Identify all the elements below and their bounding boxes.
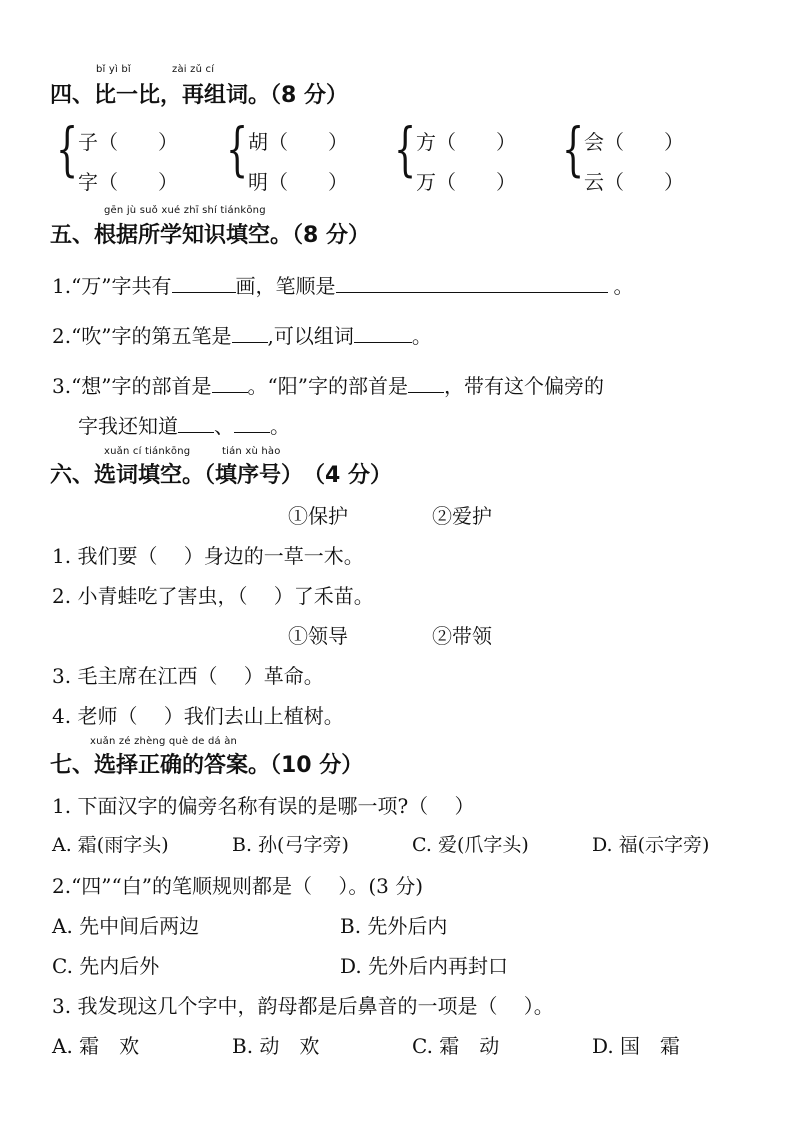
- pair-close: ）: [158, 130, 178, 154]
- pair-top: 方（: [416, 130, 456, 154]
- pair-bottom: 云（: [584, 170, 624, 194]
- question-5-3: [52, 370, 604, 399]
- section-7-title: 七、选择正确的答案。（10 分）: [50, 753, 364, 778]
- answer-option[interactable]: A. 霜 欢: [52, 1034, 140, 1058]
- option-word: ②爱护: [432, 504, 492, 528]
- question-text: 。: [270, 414, 290, 438]
- answer-blank[interactable]: [354, 324, 412, 343]
- question-text: 2.“吹”字的第五笔是: [52, 324, 232, 348]
- answer-option[interactable]: B. 孙(弓字旁): [232, 834, 349, 856]
- answer-option[interactable]: D. 国 霜: [592, 1034, 681, 1058]
- answer-option[interactable]: C. 爱(爪字头): [412, 834, 529, 856]
- option-word: ②带领: [432, 624, 492, 648]
- question-7-2: 2.“四”“白”的笔顺规则都是（ ）。(3 分): [52, 874, 424, 898]
- answer-option[interactable]: D. 先外后内再封口: [340, 954, 509, 978]
- pair-bottom: 字（: [78, 170, 118, 194]
- pair-close: ）: [664, 170, 684, 194]
- answer-blank[interactable]: [178, 414, 214, 433]
- answer-blank[interactable]: [336, 274, 608, 293]
- pinyin-annotation: xuǎn zé zhèng què de dá àn: [90, 736, 238, 747]
- answer-blank[interactable]: [212, 374, 248, 393]
- answer-blank[interactable]: [232, 324, 268, 343]
- question-text: 。“阳”字的部首是: [247, 374, 408, 398]
- pinyin-annotation: gēn jù suǒ xué zhī shí tiánkōng: [104, 205, 266, 216]
- pair-bottom: 万（: [416, 170, 456, 194]
- question-text: ,可以组词: [267, 324, 354, 348]
- question-text: 1.“万”字共有: [52, 274, 172, 298]
- question-text: 3.“想”字的部首是: [52, 374, 212, 398]
- option-word: ①领导: [288, 624, 348, 648]
- answer-option[interactable]: C. 先内后外: [52, 954, 160, 978]
- option-word: ①保护: [288, 504, 348, 528]
- pair-close: ）: [328, 170, 348, 194]
- pinyin-annotation: bǐ yì bǐ: [96, 64, 131, 75]
- answer-option[interactable]: A. 霜(雨字头): [52, 834, 169, 856]
- answer-blank[interactable]: [408, 374, 444, 393]
- pair-top: 会（: [584, 130, 624, 154]
- answer-option[interactable]: C. 霜 动: [412, 1034, 500, 1058]
- question-text: 。: [613, 274, 634, 298]
- question-5-1: [52, 270, 634, 299]
- brace-icon: {: [562, 115, 585, 183]
- answer-option[interactable]: B. 动 欢: [232, 1034, 320, 1058]
- pair-top: 胡（: [248, 130, 288, 154]
- question-text: 画，笔顺是: [235, 274, 336, 298]
- brace-icon: {: [226, 115, 249, 183]
- pinyin-annotation: zài zǔ cí: [172, 64, 215, 75]
- answer-option[interactable]: B. 先外后内: [340, 914, 448, 938]
- question-7-1: 1. 下面汉字的偏旁名称有误的是哪一项?（ ）: [52, 794, 475, 818]
- question-6-1: 1. 我们要（ ）身边的一草一木。: [52, 544, 364, 568]
- pair-top: 子（: [78, 130, 118, 154]
- answer-option[interactable]: A. 先中间后两边: [52, 914, 200, 938]
- brace-icon: {: [394, 115, 417, 183]
- question-5-2: [52, 320, 432, 349]
- question-7-3: 3. 我发现这几个字中，韵母都是后鼻音的一项是（ ）。: [52, 994, 554, 1018]
- pinyin-annotation: xuǎn cí tiánkōng: [104, 446, 191, 457]
- section-4-title: 四、比一比，再组词。（8 分）: [50, 83, 348, 108]
- answer-blank[interactable]: [172, 274, 236, 293]
- section-5-title: 五、根据所学知识填空。（8 分）: [50, 223, 370, 248]
- question-text: 字我还知道: [78, 414, 178, 438]
- pair-close: ）: [328, 130, 348, 154]
- question-6-2: 2. 小青蛙吃了害虫，（ ）了禾苗。: [52, 584, 374, 608]
- question-6-3: 3. 毛主席在江西（ ）革命。: [52, 664, 324, 688]
- answer-blank[interactable]: [234, 414, 270, 433]
- question-text: 、: [214, 414, 234, 438]
- brace-icon: {: [56, 115, 79, 183]
- pair-close: ）: [664, 130, 684, 154]
- question-6-4: 4. 老师（ ）我们去山上植树。: [52, 704, 344, 728]
- pair-close: ）: [496, 130, 516, 154]
- section-6-title: 六、选词填空。（填序号） （4 分）: [50, 463, 392, 488]
- answer-option[interactable]: D. 福(示字旁): [592, 834, 710, 856]
- pair-bottom: 明（: [248, 170, 288, 194]
- pair-close: ）: [496, 170, 516, 194]
- pinyin-annotation: tián xù hào: [222, 446, 281, 457]
- question-text: 。: [411, 324, 432, 348]
- question-5-3-continued: [78, 410, 290, 439]
- question-text: ，带有这个偏旁的: [443, 374, 604, 398]
- pair-close: ）: [158, 170, 178, 194]
